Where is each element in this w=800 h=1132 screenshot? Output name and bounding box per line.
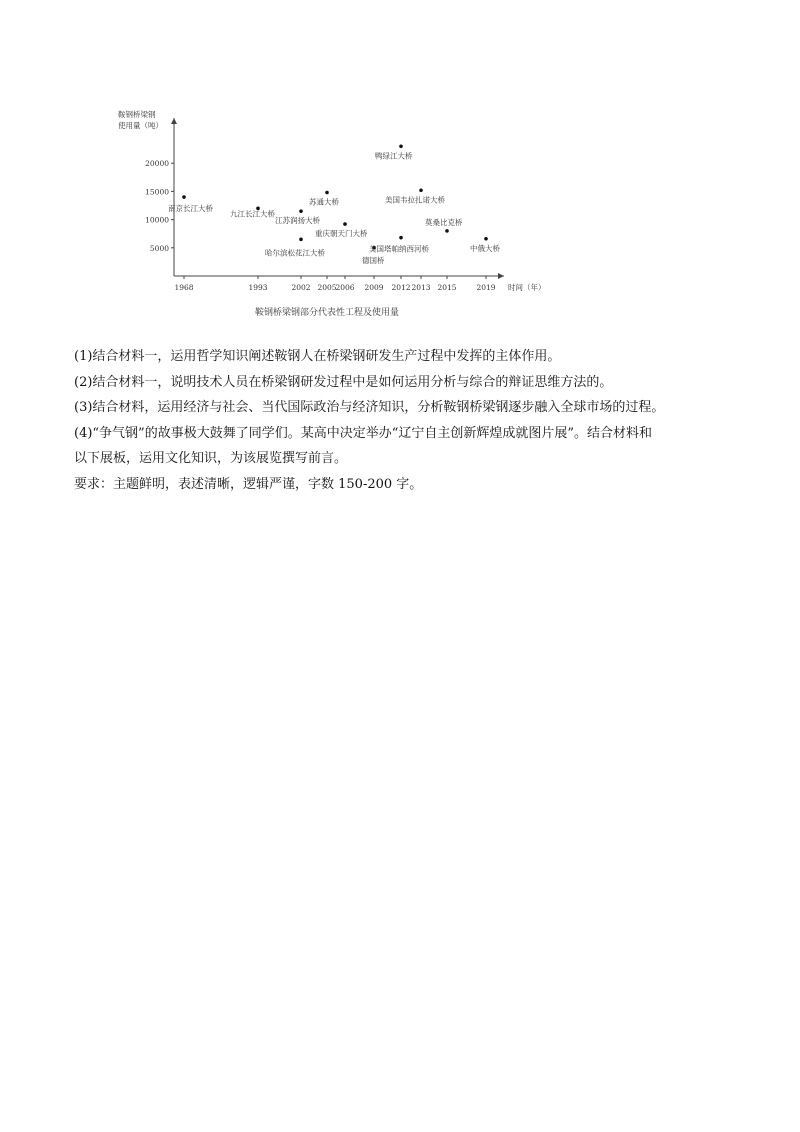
question-4-line-1: (4)“争气钢”的故事极大鼓舞了同学们。某高中决定举办“辽宁自主创新辉煌成就图片展”。结合材料和 <box>74 425 652 441</box>
y-tick-label-15000: 15000 <box>145 187 169 197</box>
y-axis-label-line-1: 鞍钢桥梁钢 <box>118 110 156 119</box>
y-tick-label-20000: 20000 <box>145 159 169 169</box>
y-tick-label-5000: 5000 <box>149 243 169 253</box>
x-tick-label-1968: 1968 <box>174 283 194 292</box>
x-tick-label-2012: 2012 <box>391 283 411 292</box>
x-tick-label-2005: 2005 <box>317 283 337 292</box>
x-tick-label-1993: 1993 <box>248 283 268 292</box>
data-label-0: 南京长江大桥 <box>168 204 213 214</box>
data-label-8: 美国塔帕纳西河桥 <box>369 244 429 254</box>
data-label-6: 德国桥 <box>362 255 385 265</box>
data-label-1: 九江长江大桥 <box>230 209 275 219</box>
data-label-10: 莫桑比克桥 <box>425 217 463 227</box>
question-4-line-2: 以下展板，运用文化知识，为该展览撰写前言。 <box>74 451 348 466</box>
requirement: 要求：主题鲜明，表述清晰，逻辑严谨，字数 150-200 字。 <box>74 476 423 492</box>
data-point-2 <box>299 238 303 242</box>
data-label-9: 美国韦拉扎诺大桥 <box>385 195 445 205</box>
x-tick-label-2013: 2013 <box>411 283 431 292</box>
question-2: (2)结合材料一，说明技术人员在桥梁钢研发过程中是如何运用分析与综合的辩证思维方法的。 <box>74 374 613 390</box>
x-axis-label: 时间（年） <box>508 283 546 292</box>
data-point-11 <box>484 237 488 241</box>
data-point-0 <box>182 195 186 199</box>
data-point-8 <box>399 236 403 240</box>
data-label-5: 重庆朝天门大桥 <box>315 229 368 239</box>
bridge-steel-scatter-chart <box>100 100 560 330</box>
question-list <box>74 344 734 497</box>
data-label-7: 鸭绿江大桥 <box>375 151 413 161</box>
chart-title: 鞍钢桥梁钢部分代表性工程及使用量 <box>255 308 400 318</box>
y-axis-label-line-2: 使用量（吨） <box>118 121 163 130</box>
y-tick-label-10000: 10000 <box>145 215 169 225</box>
data-label-3: 江苏润扬大桥 <box>275 216 320 226</box>
data-label-2: 哈尔滨松花江大桥 <box>265 248 325 258</box>
data-label-11: 中俄大桥 <box>470 243 500 253</box>
x-tick-label-2009: 2009 <box>364 283 384 292</box>
x-axis-arrow <box>498 273 504 279</box>
data-label-4: 苏通大桥 <box>309 197 339 207</box>
data-point-10 <box>445 229 449 233</box>
data-point-9 <box>419 188 423 192</box>
data-point-5 <box>343 222 347 226</box>
x-tick-label-2002: 2002 <box>291 283 311 292</box>
data-point-3 <box>299 209 303 213</box>
data-point-7 <box>399 144 403 148</box>
y-axis-arrow <box>171 118 177 124</box>
question-3: (3)结合材料，运用经济与社会、当代国际政治与经济知识，分析鞍钢桥梁钢逐步融入全球市场的过程。 <box>74 400 665 415</box>
data-point-4 <box>325 191 329 195</box>
question-1: (1)结合材料一，运用哲学知识阐述鞍钢人在桥梁钢研发生产过程中发挥的主体作用。 <box>74 349 561 364</box>
x-tick-label-2019: 2019 <box>476 283 496 292</box>
x-tick-label-2006: 2006 <box>335 283 355 292</box>
x-tick-label-2015: 2015 <box>437 283 457 292</box>
